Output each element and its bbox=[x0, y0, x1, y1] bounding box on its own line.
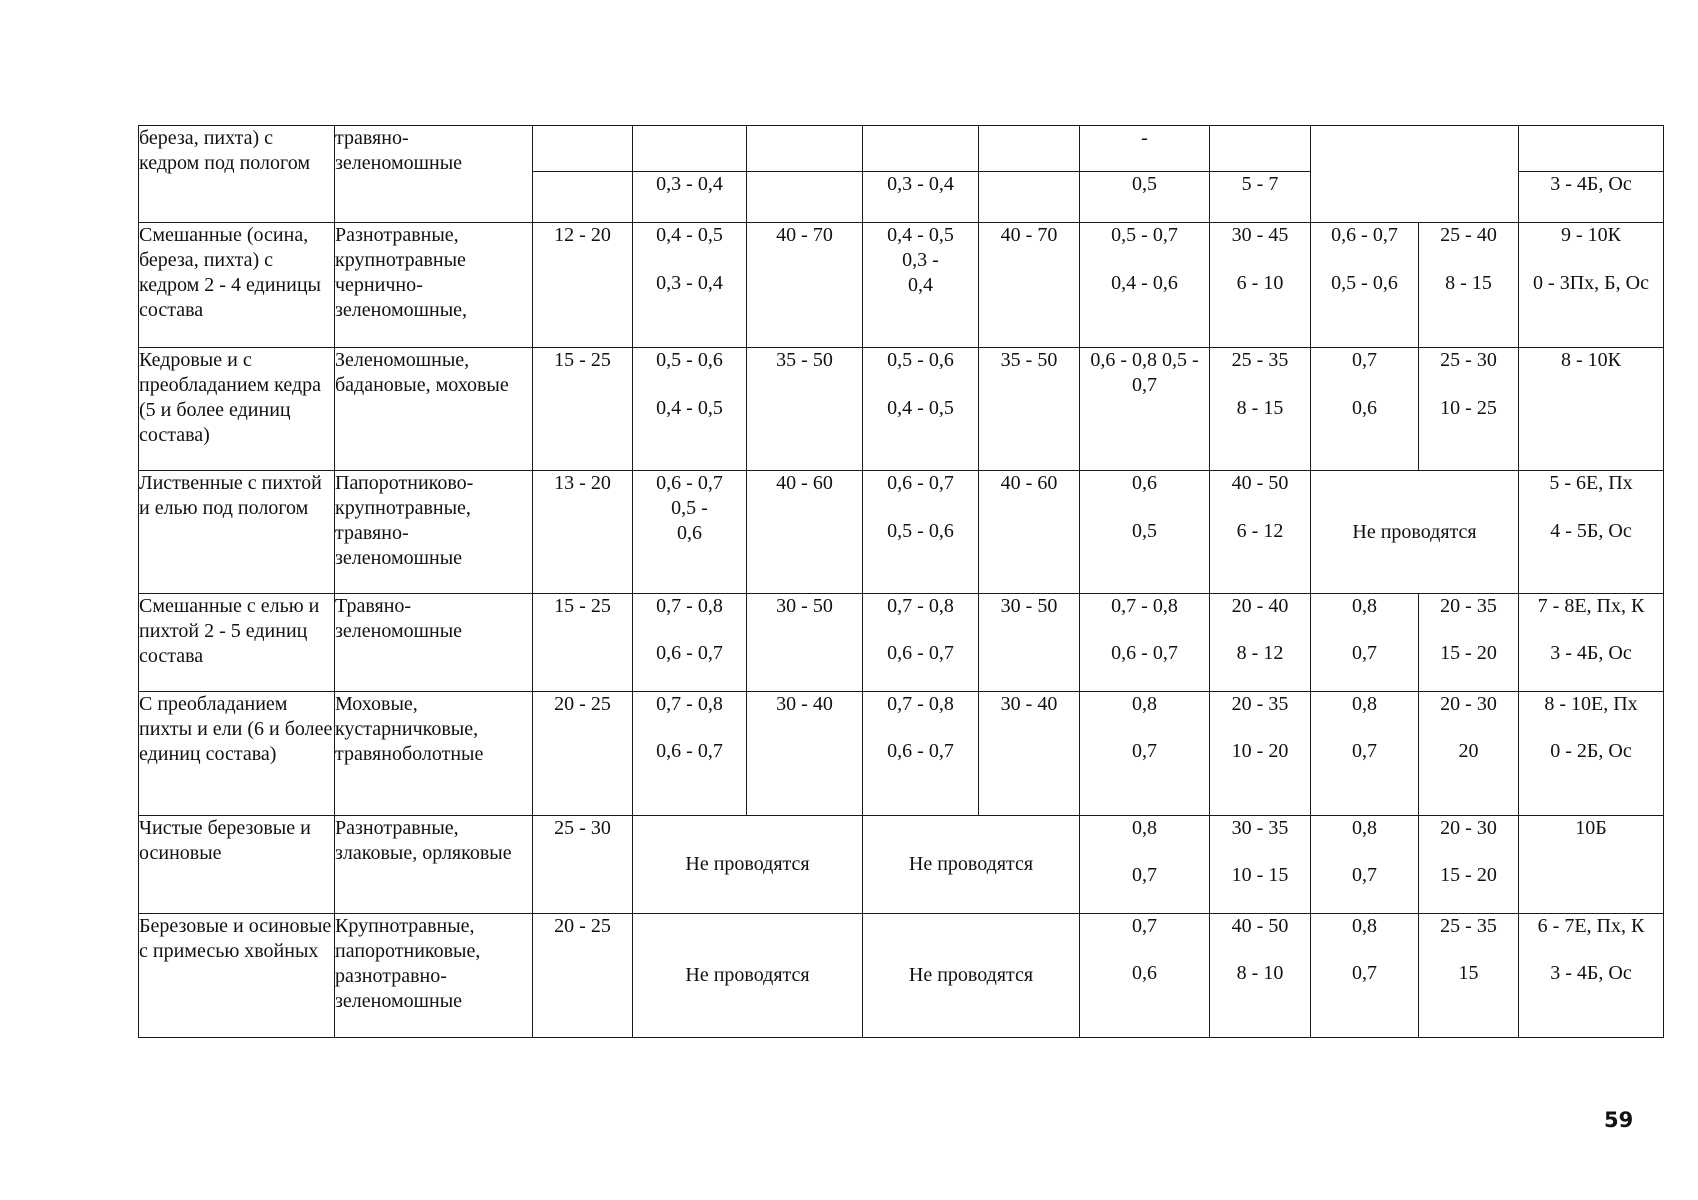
table-cell bbox=[1311, 223, 1419, 348]
cell-top: 20 - 30 bbox=[1440, 693, 1497, 715]
ground-cover-cell: Крупнотравные, папоротниковые, разнотравно-зеленомошные bbox=[335, 914, 533, 1038]
cell-bottom: 0 - 3Пх, Б, Ос bbox=[1533, 272, 1649, 294]
age-cell: 15 - 25 bbox=[533, 348, 633, 471]
table-cell bbox=[533, 172, 633, 223]
cell-bottom: 0,7 bbox=[1132, 740, 1157, 762]
ground-cover-cell: Папоротниково-крупнотравные, травяно-зеленомошные bbox=[335, 471, 533, 594]
table-cell bbox=[1419, 692, 1519, 816]
table-row bbox=[139, 692, 1664, 816]
composition-cell bbox=[1519, 816, 1664, 914]
table-row bbox=[139, 348, 1664, 471]
table-cell: - bbox=[1080, 126, 1210, 172]
cell-bottom: 15 - 20 bbox=[1440, 864, 1497, 886]
table-cell bbox=[633, 348, 747, 471]
table-cell bbox=[979, 126, 1080, 172]
table-cell bbox=[1210, 471, 1311, 594]
cell-bottom: 0,3 - 0,4 bbox=[656, 272, 723, 294]
cell-top: 8 - 10Е, Пх bbox=[1544, 693, 1638, 715]
not-held-cell: Не проводятся bbox=[863, 816, 1080, 914]
stand-type-cell: Березовые и осиновые с примесью хвойных bbox=[139, 914, 335, 1038]
cell-bottom: 0,5 - 0,6 bbox=[887, 520, 954, 542]
cell-top: 40 - 50 bbox=[1231, 915, 1289, 937]
table-cell bbox=[747, 594, 863, 692]
cell-bottom: 8 - 10 bbox=[1236, 962, 1284, 984]
table-cell: 0,3 - 0,4 bbox=[633, 172, 747, 223]
cell-bottom: 6 - 12 bbox=[1236, 520, 1284, 542]
table-cell bbox=[1080, 594, 1210, 692]
age-cell: 13 - 20 bbox=[533, 471, 633, 594]
cell-top: 10Б bbox=[1575, 817, 1607, 839]
table-cell bbox=[747, 172, 863, 223]
ground-cover-cell: Разнотравные, крупнотравные чернично-зеленомошные, bbox=[335, 223, 533, 348]
table-cell bbox=[1419, 816, 1519, 914]
composition-cell bbox=[1519, 471, 1664, 594]
composition-cell bbox=[1519, 594, 1664, 692]
age-cell: 15 - 25 bbox=[533, 594, 633, 692]
table-cell bbox=[747, 348, 863, 471]
table-cell: 5 - 7 bbox=[1210, 172, 1311, 223]
cell-top: 40 - 70 bbox=[776, 224, 833, 246]
cell-top: 25 - 40 bbox=[1440, 224, 1497, 246]
cell-bottom: 10 - 15 bbox=[1231, 864, 1289, 886]
cell-top: 30 - 40 bbox=[1000, 693, 1058, 715]
cell-top: 30 - 40 bbox=[776, 693, 833, 715]
ground-cover-cell: Моховые, кустарничковые, травяноболотные bbox=[335, 692, 533, 816]
cell-bottom: 0,6 bbox=[1132, 962, 1157, 984]
table-cell bbox=[979, 471, 1080, 594]
cell-top: 0,4 - 0,5 0,3 - bbox=[887, 224, 954, 271]
table-cell bbox=[1080, 914, 1210, 1038]
table-cell bbox=[1311, 348, 1419, 471]
age-cell: 25 - 30 bbox=[533, 816, 633, 914]
ground-cover-cell: травяно-зеленомошные bbox=[335, 126, 533, 223]
cell-top: 40 - 50 bbox=[1231, 472, 1289, 494]
cell-bottom: 0,5 bbox=[1132, 520, 1157, 542]
cell-bottom: 0,6 bbox=[1352, 397, 1377, 419]
table-cell bbox=[1210, 914, 1311, 1038]
cell-top: 6 - 7Е, Пх, К bbox=[1537, 915, 1645, 937]
composition-cell bbox=[1519, 348, 1664, 471]
cell-top: 0,5 - 0,6 bbox=[887, 349, 954, 371]
cell-top: 20 - 30 bbox=[1440, 817, 1497, 839]
cell-top: 0,7 - 0,8 bbox=[887, 595, 954, 617]
cell-bottom: 0,7 bbox=[1352, 962, 1377, 984]
table-cell bbox=[1080, 348, 1210, 471]
table-cell bbox=[979, 594, 1080, 692]
cell-bottom: 0,5 - 0,6 bbox=[1331, 272, 1398, 294]
table-cell bbox=[979, 348, 1080, 471]
cell-bottom: 0,4 - 0,5 bbox=[656, 397, 723, 419]
cell-top: 0,8 bbox=[1352, 693, 1377, 715]
cell-bottom: 20 bbox=[1458, 740, 1479, 762]
cell-top: 0,4 - 0,5 bbox=[656, 224, 723, 246]
cell-bottom: 0 - 2Б, Ос bbox=[1550, 740, 1632, 762]
cell-top: 0,6 bbox=[1132, 472, 1157, 494]
cell-top: 0,8 bbox=[1352, 817, 1377, 839]
cell-top: 0,8 bbox=[1132, 693, 1157, 715]
not-held-cell: Не проводятся bbox=[1311, 471, 1519, 594]
cell-top: 8 - 10К bbox=[1561, 349, 1621, 371]
table-cell bbox=[1080, 692, 1210, 816]
table-cell bbox=[533, 126, 633, 172]
cell-top: 20 - 35 bbox=[1440, 595, 1497, 617]
table-row bbox=[139, 126, 1664, 172]
cell-bottom: 0,6 - 0,7 bbox=[656, 642, 723, 664]
table-cell: 0,5 bbox=[1080, 172, 1210, 223]
table-cell bbox=[863, 471, 979, 594]
table-cell bbox=[1210, 594, 1311, 692]
cell-bottom: 0,7 bbox=[1352, 864, 1377, 886]
table-cell bbox=[1210, 816, 1311, 914]
cell-bottom: 3 - 4Б, Ос bbox=[1550, 962, 1632, 984]
cell-bottom: 0,6 - 0,7 bbox=[656, 740, 723, 762]
table-cell: 0,3 - 0,4 bbox=[863, 172, 979, 223]
cell-top: 9 - 10К bbox=[1561, 224, 1621, 246]
cell-top: 0,5 - 0,7 bbox=[1111, 224, 1178, 246]
age-cell: 12 - 20 bbox=[533, 223, 633, 348]
cell-top: 30 - 45 bbox=[1231, 224, 1289, 246]
cell-top: 25 - 35 bbox=[1440, 915, 1497, 937]
table-cell bbox=[633, 692, 747, 816]
table-cell bbox=[747, 126, 863, 172]
cell-top: 0,8 bbox=[1352, 595, 1377, 617]
table-cell bbox=[863, 594, 979, 692]
table-cell bbox=[1419, 594, 1519, 692]
cell-bottom: 0,7 bbox=[1352, 642, 1377, 664]
cell-top: 25 - 35 bbox=[1231, 349, 1289, 371]
cell-bottom: 0,7 bbox=[1352, 740, 1377, 762]
table-cell bbox=[863, 126, 979, 172]
table-cell bbox=[1210, 126, 1311, 172]
table-row bbox=[139, 223, 1664, 348]
cell-top: 5 - 6Е, Пх bbox=[1549, 472, 1633, 494]
cell-bottom: 0,4 - 0,6 bbox=[1111, 272, 1178, 294]
cell-top: 0,7 bbox=[1352, 349, 1377, 371]
table-cell bbox=[1311, 594, 1419, 692]
stand-type-cell: Чистые березовые и осиновые bbox=[139, 816, 335, 914]
cell-top: 7 - 8Е, Пх, К bbox=[1537, 595, 1645, 617]
cell-bottom: 0,6 - 0,7 bbox=[887, 740, 954, 762]
ground-cover-cell: Травяно-зеленомошные bbox=[335, 594, 533, 692]
table-cell bbox=[633, 471, 747, 594]
cell-bottom: 15 bbox=[1458, 962, 1479, 984]
cell-top: 0,6 - 0,7 bbox=[1331, 224, 1398, 246]
cell-bottom: 10 - 25 bbox=[1440, 397, 1497, 419]
table-cell bbox=[1419, 223, 1519, 348]
cell-top: 25 - 30 bbox=[1440, 349, 1497, 371]
composition-cell bbox=[1519, 914, 1664, 1038]
table-cell bbox=[747, 471, 863, 594]
table-cell bbox=[863, 223, 979, 348]
forest-thinning-table bbox=[138, 125, 1664, 1038]
composition-cell bbox=[1519, 223, 1664, 348]
cell-bottom: 0,4 - 0,5 bbox=[887, 397, 954, 419]
age-cell: 20 - 25 bbox=[533, 914, 633, 1038]
table-cell bbox=[633, 223, 747, 348]
cell-top: 0,6 - 0,8 0,5 - 0,7 bbox=[1090, 349, 1199, 396]
cell-top: 0,6 - 0,7 0,5 - bbox=[656, 472, 723, 519]
table-cell bbox=[747, 692, 863, 816]
table-cell bbox=[979, 172, 1080, 223]
cell-bottom: 4 - 5Б, Ос bbox=[1550, 520, 1632, 542]
cell-top: 35 - 50 bbox=[1000, 349, 1058, 371]
table-row bbox=[139, 816, 1664, 914]
cell-top: 0,7 - 0,8 bbox=[656, 595, 723, 617]
table-cell: 3 - 4Б, Ос bbox=[1519, 172, 1664, 223]
cell-bottom: 3 - 4Б, Ос bbox=[1550, 642, 1632, 664]
stand-type-cell: Смешанные с елью и пихтой 2 - 5 единиц состава bbox=[139, 594, 335, 692]
stand-type-cell: береза, пихта) с кедром под пологом bbox=[139, 126, 335, 223]
cell-top: 0,8 bbox=[1132, 817, 1157, 839]
table-cell bbox=[1210, 223, 1311, 348]
cell-bottom: 10 - 20 bbox=[1231, 740, 1289, 762]
cell-bottom: 8 - 12 bbox=[1236, 642, 1284, 664]
cell-bottom: 8 - 15 bbox=[1445, 272, 1492, 294]
table-row bbox=[139, 594, 1664, 692]
table-cell bbox=[1311, 816, 1419, 914]
cell-top: 40 - 60 bbox=[1000, 472, 1058, 494]
stand-type-cell: Лиственные с пихтой и елью под пологом bbox=[139, 471, 335, 594]
table-cell bbox=[633, 594, 747, 692]
table-cell bbox=[1419, 348, 1519, 471]
cell-top: 0,8 bbox=[1352, 915, 1377, 937]
table-cell bbox=[1080, 223, 1210, 348]
table-cell bbox=[863, 348, 979, 471]
stand-type-cell: Кедровые и с преобладанием кедра (5 и более единиц состава) bbox=[139, 348, 335, 471]
cell-bottom: 0,7 bbox=[1132, 864, 1157, 886]
cell-top: 35 - 50 bbox=[776, 349, 833, 371]
not-held-cell: Не проводятся bbox=[633, 914, 863, 1038]
table-cell bbox=[747, 223, 863, 348]
table-cell bbox=[633, 126, 747, 172]
cell-top: 20 - 40 bbox=[1231, 595, 1289, 617]
table-cell bbox=[1519, 126, 1664, 172]
cell-top: 30 - 35 bbox=[1231, 817, 1289, 839]
age-cell: 20 - 25 bbox=[533, 692, 633, 816]
cell-top: 0,5 - 0,6 bbox=[656, 349, 723, 371]
table-cell bbox=[1080, 816, 1210, 914]
cell-top: 0,7 - 0,8 bbox=[887, 693, 954, 715]
stand-type-cell: С преобладанием пихты и ели (6 и более единиц состава) bbox=[139, 692, 335, 816]
cell-bottom: 15 - 20 bbox=[1440, 642, 1497, 664]
cell-top: 0,7 bbox=[1132, 915, 1157, 937]
stand-type-cell: Смешанные (осина, береза, пихта) с кедром 2 - 4 единицы состава bbox=[139, 223, 335, 348]
table-cell bbox=[1419, 914, 1519, 1038]
table-row bbox=[139, 914, 1664, 1038]
cell-top: 0,7 - 0,8 bbox=[1111, 595, 1178, 617]
not-held-cell: Не проводятся bbox=[863, 914, 1080, 1038]
page-number: 59 bbox=[1604, 1108, 1634, 1132]
cell-bottom: 0,6 bbox=[677, 522, 702, 544]
table-cell bbox=[1210, 348, 1311, 471]
composition-cell bbox=[1519, 692, 1664, 816]
cell-top: 40 - 60 bbox=[776, 472, 833, 494]
cell-bottom: 0,6 - 0,7 bbox=[887, 642, 954, 664]
table-cell bbox=[1311, 914, 1419, 1038]
table-cell bbox=[979, 692, 1080, 816]
not-held-cell: Не проводятся bbox=[633, 816, 863, 914]
table-cell bbox=[1080, 471, 1210, 594]
cell-bottom: 0,4 bbox=[908, 274, 933, 296]
cell-top: 0,7 - 0,8 bbox=[656, 693, 723, 715]
table-cell bbox=[1210, 692, 1311, 816]
cell-top: 30 - 50 bbox=[1000, 595, 1058, 617]
table-row bbox=[139, 471, 1664, 594]
cell-top: 40 - 70 bbox=[1000, 224, 1058, 246]
ground-cover-cell: Зеленомошные, бадановые, моховые bbox=[335, 348, 533, 471]
cell-bottom: 0,6 - 0,7 bbox=[1111, 642, 1178, 664]
cell-top: 20 - 35 bbox=[1231, 693, 1289, 715]
cell-top: 30 - 50 bbox=[776, 595, 833, 617]
cell-bottom: 6 - 10 bbox=[1236, 272, 1284, 294]
table-cell bbox=[1311, 692, 1419, 816]
table-cell bbox=[979, 223, 1080, 348]
ground-cover-cell: Разнотравные, злаковые, орляковые bbox=[335, 816, 533, 914]
table-cell bbox=[1311, 126, 1519, 223]
cell-top: 0,6 - 0,7 bbox=[887, 472, 954, 494]
cell-bottom: 8 - 15 bbox=[1236, 397, 1284, 419]
table-cell bbox=[863, 692, 979, 816]
